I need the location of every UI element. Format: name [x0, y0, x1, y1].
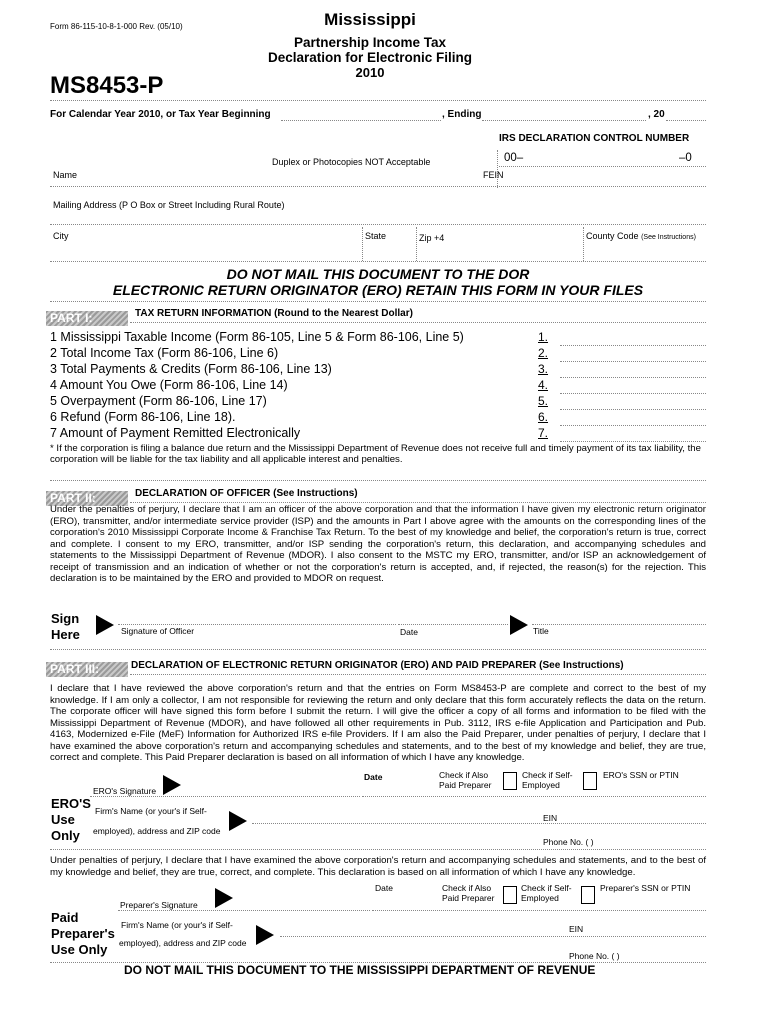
- part3-declaration: I declare that I have reviewed the above corporation's return and that the entries on Form MS8453-P are complete and correct to the best of my knowledge. If I am only a collector, I am not responsible for reviewing the return and only declare that this form accurately reflects the data on the return. The corporate officer will have signed this form before I submit the return. I will give the officer a copy of all forms and information to be filed with the Mississippi Department of Revenue (MDOR), and have followed all other requirements in Pub. 3112, IRS e-file Application and Participation and Pub. 4163, Modernized e-File (MeF) Information for Authorized IRS e-file Providers. If I am also the Paid Preparer, under penalties of perjury, I declare that I have examined the above corporation's return and accompanying schedules and statements, and to the best of my knowledge and belief, they are true, correct and complete. This Paid Preparer declaration is based on all information of which I have any knowledge.: [50, 683, 706, 763]
- divider: [50, 849, 706, 850]
- preparer-date-label: Date: [375, 883, 393, 893]
- mailing-address-label: Mailing Address (P O Box or Street Including Rural Route): [53, 200, 285, 210]
- officer-signature-label: Signature of Officer: [121, 626, 195, 636]
- part3-heading: DECLARATION OF ELECTRONIC RETURN ORIGINATOR (ERO) AND PAID PREPARER (See Instructions): [131, 660, 624, 671]
- end-year-field[interactable]: [666, 120, 706, 121]
- line-3-number: 3.: [538, 362, 549, 376]
- sign-label: Sign: [51, 611, 80, 626]
- ero-phone-label: Phone No. ( ): [543, 837, 594, 847]
- preparer-ein-label: EIN: [569, 924, 584, 934]
- officer-date-field[interactable]: [398, 624, 508, 625]
- line-2-number: 2.: [538, 346, 549, 360]
- ero-label-line1: ERO'S: [51, 796, 91, 811]
- line-2-label: 2 Total Income Tax (Form 86-106, Line 6): [50, 346, 279, 360]
- ero-date-label: Date: [364, 772, 383, 782]
- line-5-amount-field[interactable]: [560, 409, 706, 410]
- line-5-label: 5 Overpayment (Form 86-106, Line 17): [50, 394, 267, 408]
- line-1-amount-field[interactable]: [560, 345, 706, 346]
- ero-ein-label: EIN: [543, 813, 558, 823]
- county-code-label: [586, 231, 696, 241]
- state-label: State: [365, 231, 387, 241]
- ero-signature-label: ERO's Signature: [93, 786, 157, 796]
- ero-firm-label-2: employed), address and ZIP code: [93, 826, 221, 836]
- banner-line1: DO NOT MAIL THIS DOCUMENT TO THE DOR: [226, 266, 530, 282]
- county-code-text: County Code: [586, 231, 639, 241]
- paid-label-line1: Paid: [51, 910, 79, 925]
- preparer-declaration: Under penalties of perjury, I declare that I have examined the above corporation's return and accompanying schedules and statements, and to the best of my knowledge and belief, they are true, correct, and complete. This declaration is based on all information of which I have any knowledge.: [50, 855, 706, 878]
- zip-label: Zip +4: [419, 233, 445, 243]
- irs-control-label: IRS DECLARATION CONTROL NUMBER: [499, 133, 690, 144]
- ero-use-only-label: [51, 796, 91, 844]
- period-label: For Calendar Year 2010, or Tax Year Beginning: [50, 109, 271, 120]
- form-title-line2: Declaration for Electronic Filing: [267, 50, 473, 65]
- line-7-number: 7.: [538, 426, 549, 440]
- ero-self-employed-checkbox[interactable]: [583, 772, 597, 790]
- preparer-check-paid-line2: Paid Preparer: [442, 893, 495, 903]
- officer-title-field[interactable]: [532, 624, 706, 625]
- line-7-label: 7 Amount of Payment Remitted Electronically: [50, 426, 301, 440]
- preparer-firm-label-1: Firm's Name (or your's if Self-: [121, 920, 233, 930]
- preparer-check-self-label: [521, 883, 572, 903]
- fein-label: FEIN: [483, 170, 504, 180]
- part1-heading: TAX RETURN INFORMATION (Round to the Nearest Dollar): [135, 308, 413, 319]
- preparer-check-self-line1: Check if Self-: [521, 883, 572, 893]
- ero-signature-arrow-icon: [163, 775, 181, 795]
- preparer-signature-arrow-icon: [215, 888, 233, 908]
- city-label: City: [53, 231, 69, 241]
- line-6-number: 6.: [538, 410, 549, 424]
- ero-label-line3: Only: [51, 828, 80, 843]
- line-6-amount-field[interactable]: [560, 425, 706, 426]
- officer-signature-field[interactable]: [118, 624, 396, 625]
- preparer-date-field[interactable]: [372, 910, 706, 911]
- preparer-firm-arrow-icon: [256, 925, 274, 945]
- ero-signature-field[interactable]: [90, 796, 360, 797]
- state-title: Mississippi: [324, 10, 416, 29]
- part1-tag: PART I:: [46, 311, 128, 326]
- part2-declaration: Under the penalties of perjury, I declare that I am an officer of the above corporation and that the information I have given my electronic return originator (ERO), transmitter, and/or intermediate service provider (ISP) and the amounts in Part I above agree with the amounts on the corresponding lines of the corporation's 2010 Mississippi Corporate Income & Franchise Tax Return. To the best of my knowledge and belief, the corporation's return is true, correct and complete. I consent to my ERO, transmitter, and/or ISP sending the corporation's return, this declaration, and accompanying schedules and statements to the Mississippi Department of Revenue (MDOR). I also consent to the MSTC my ERO, transmitter, and/or ISP an acknowledgement of receipt of transmission and an indication of whether or not the corporation's return is accepted, and, if rejected, the reason(s) for the rejection. This declaration is to be maintained by the ERO and provided to MDOR on request.: [50, 504, 706, 584]
- form-revision: Form 86-115-10-8-1-000 Rev. (05/10): [50, 22, 183, 31]
- preparer-check-paid-line1: Check if Also: [442, 883, 492, 893]
- paid-label-line2: Preparer's: [51, 926, 115, 941]
- preparer-paid-checkbox[interactable]: [503, 886, 517, 904]
- control-number-field[interactable]: [499, 166, 706, 167]
- divider: [362, 227, 363, 261]
- control-prefix: 00–: [504, 152, 524, 164]
- banner-line2: ELECTRONIC RETURN ORIGINATOR (ERO) RETAIN THIS FORM IN YOUR FILES: [112, 282, 644, 298]
- line-4-amount-field[interactable]: [560, 393, 706, 394]
- end-date-field[interactable]: [482, 120, 646, 121]
- ero-firm-label-1: Firm's Name (or your's if Self-: [95, 806, 207, 816]
- divider: [497, 150, 498, 188]
- line-6-label: 6 Refund (Form 86-106, Line 18).: [50, 410, 236, 424]
- preparer-ssn-label: Preparer's SSN or PTIN: [600, 883, 691, 893]
- line-4-label: 4 Amount You Owe (Form 86-106, Line 14): [50, 378, 288, 392]
- officer-date-label: Date: [400, 627, 418, 637]
- part1-footnote: * If the corporation is filing a balance due return and the Mississippi Department of Revenue does not receive full and timely payment of its tax liability, the corporation will be liable for the tax liability and all applicable interest and penalties.: [50, 443, 701, 465]
- ero-check-paid-line1: Check if Also: [439, 770, 489, 780]
- part3-tag: PART III:: [46, 662, 128, 677]
- ero-check-self-label: [522, 770, 573, 790]
- footer-notice: DO NOT MAIL THIS DOCUMENT TO THE MISSISSIPPI DEPARTMENT OF REVENUE: [124, 963, 596, 977]
- line-3-amount-field[interactable]: [560, 377, 706, 378]
- ero-firm-arrow-icon: [229, 811, 247, 831]
- here-label: Here: [51, 627, 80, 642]
- ero-firm-field[interactable]: [252, 823, 706, 824]
- divider: [130, 502, 706, 503]
- preparer-check-self-line2: Employed: [521, 893, 559, 903]
- ero-check-paid-line2: Paid Preparer: [439, 780, 492, 790]
- ero-date-field[interactable]: [362, 796, 706, 797]
- line-1-number: 1.: [538, 330, 549, 344]
- form-id: MS8453-P: [50, 72, 164, 99]
- preparer-self-employed-checkbox[interactable]: [581, 886, 595, 904]
- part2-heading: DECLARATION OF OFFICER (See Instructions): [135, 488, 358, 499]
- form-title-line1: Partnership Income Tax: [293, 35, 447, 50]
- begin-date-field[interactable]: [281, 120, 441, 121]
- line-3-label: 3 Total Payments & Credits (Form 86-106, Line 13): [50, 362, 332, 376]
- line-2-amount-field[interactable]: [560, 361, 706, 362]
- preparer-signature-label: Preparer's Signature: [120, 900, 198, 910]
- ero-check-paid-label: [439, 770, 491, 790]
- mailing-address-field[interactable]: [50, 224, 706, 225]
- ero-check-self-line2: Employed: [522, 780, 560, 790]
- name-label: Name: [53, 170, 78, 180]
- line-5-number: 5.: [538, 394, 549, 408]
- line-4-number: 4.: [538, 378, 549, 392]
- paid-label-line3: Use Only: [51, 942, 108, 957]
- preparer-signature-field[interactable]: [118, 910, 370, 911]
- title-arrow-icon: [510, 615, 528, 635]
- preparer-phone-label: Phone No. ( ): [569, 951, 620, 961]
- line-7-amount-field[interactable]: [560, 441, 706, 442]
- county-note: (See Instructions): [641, 234, 696, 241]
- officer-title-label: Title: [533, 626, 549, 636]
- divider: [583, 227, 584, 261]
- divider: [50, 301, 706, 302]
- ero-ssn-label: ERO's SSN or PTIN: [603, 770, 679, 780]
- preparer-firm-label-2: employed), address and ZIP code: [119, 938, 247, 948]
- divider: [130, 674, 706, 675]
- tax-year: 2010: [355, 65, 385, 80]
- name-field[interactable]: [50, 186, 706, 187]
- ero-label-line2: Use: [51, 812, 75, 827]
- preparer-firm-field[interactable]: [280, 936, 706, 937]
- ero-check-self-line1: Check if Self-: [522, 770, 573, 780]
- sign-here-label: [51, 611, 80, 643]
- divider: [50, 480, 706, 481]
- part2-tag: PART II:: [46, 491, 128, 506]
- duplex-note: Duplex or Photocopies NOT Acceptable: [272, 157, 431, 167]
- divider: [130, 322, 706, 323]
- ending-label: , Ending: [442, 109, 482, 120]
- control-suffix: –0: [679, 152, 692, 164]
- ero-paid-preparer-checkbox[interactable]: [503, 772, 517, 790]
- paid-preparer-use-only-label: [51, 910, 115, 958]
- divider: [50, 100, 706, 101]
- divider: [50, 649, 706, 650]
- sign-arrow-icon: [96, 615, 114, 635]
- preparer-check-paid-label: [442, 883, 494, 903]
- divider: [416, 227, 417, 261]
- city-state-zip-field[interactable]: [50, 261, 706, 262]
- year-suffix-label: , 20: [648, 109, 665, 120]
- line-1-label: 1 Mississippi Taxable Income (Form 86-105, Line 5 & Form 86-106, Line 5): [50, 330, 464, 344]
